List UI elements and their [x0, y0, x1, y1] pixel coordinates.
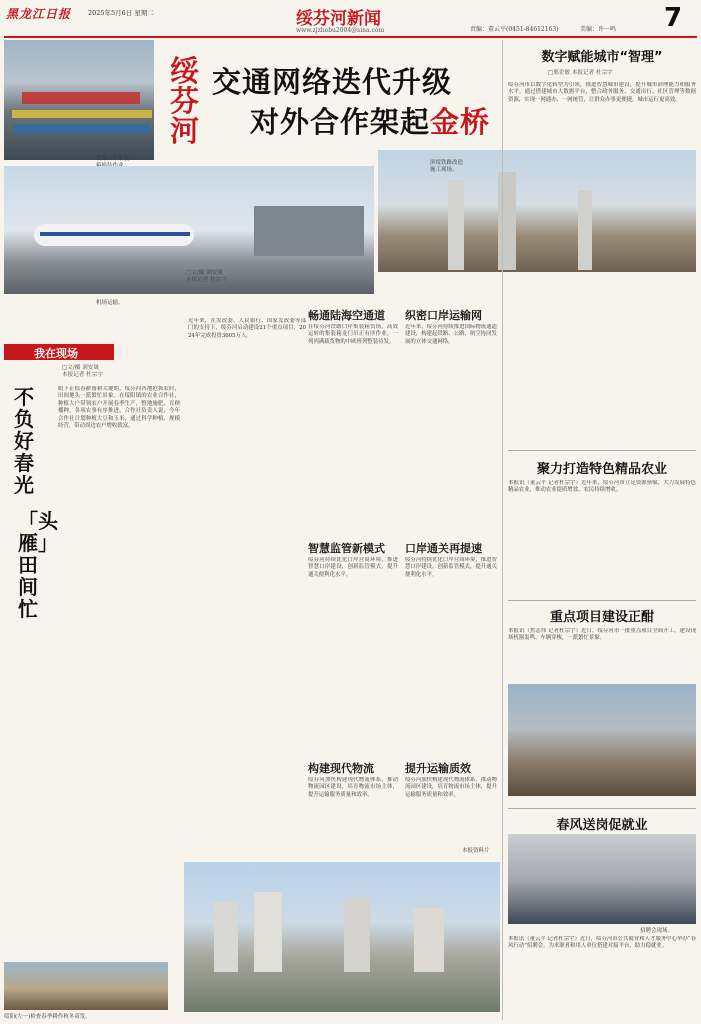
- page-editor: 责编：董云平(0451-84612163): [470, 26, 559, 33]
- headline-line1: 交通网络迭代升级: [212, 65, 453, 99]
- page-number: 7: [664, 3, 683, 33]
- headline-line2-accent: 金桥: [430, 105, 491, 139]
- rail-yard-photo: [4, 40, 154, 160]
- live-section-label: 我在现场: [34, 347, 78, 360]
- subhead-network: 织密口岸运输网: [405, 309, 482, 322]
- headline-line2: [250, 100, 490, 141]
- body-clearance: 绥芬河持续优化口岸营商环境，推进智慧口岸建设，创新监管模式，提升通关便利化水平。: [405, 557, 497, 578]
- agri-title: 聚力打造特色精品农业: [536, 462, 667, 477]
- project-site-photo: [508, 684, 696, 796]
- bridge-photo-caption: 滨绥铁路改造 施工现场。: [430, 160, 464, 173]
- headline-vertical: 绥芬河: [170, 54, 200, 148]
- digital-city-body: 绥芬河市以数字化转型为引领，推进智慧城市建设，提升城市治理能力和服务水平。通过搭建城市大数据平台，整合政务服务、交通出行、社区管理等数据资源，实现一网通办、一网统管，让群众办事更便捷，城市运行更高效。: [508, 82, 696, 103]
- rail-photo-caption: 铁路口岸集装: [96, 156, 130, 162]
- left-feature-title-2: 「头雁」田间忙: [18, 509, 58, 621]
- section-title: 绥芬河新闻: [296, 9, 381, 29]
- newspaper-logo: 黑龙江日报: [6, 7, 72, 21]
- headline-byline: □文/摄 刘安晟 本报记者 杜宗宇: [186, 270, 227, 284]
- subhead-smart: 智慧监管新模式: [308, 542, 385, 555]
- masthead-rule: [4, 36, 697, 38]
- jobfair-photo: [508, 834, 696, 924]
- jobs-rule: [508, 808, 696, 809]
- airport-caption: 机场运输。: [96, 300, 124, 306]
- body-channels: 在绥芬河铁路口岸集装箱货场，高效运转的集装箱龙门吊正有序作业，一列列满载货物的中欧班列整装待发。: [308, 324, 398, 345]
- agri-body: 本报讯（董云平 记者杜宗宇）近年来，绥芬河市立足资源禀赋，大力发展特色精品农业，推动农业提质增效、农民持续增收。: [508, 480, 696, 494]
- city-skyline-photo: [184, 862, 500, 1012]
- subhead-efficiency: 提升运输质效: [405, 762, 471, 775]
- issue-date: 2025年5月6日 星期二: [88, 9, 154, 17]
- projects-title: 重点项目建设正酣: [549, 610, 654, 625]
- page-designer: 美编：许一鸣: [580, 26, 617, 33]
- city-photo-caption: 本报资料片: [462, 848, 490, 854]
- body-network: 近年来，绥芬河持续推进国际物流通道建设，构建起铁路、公路、航空协同发展的立体交通网络。: [405, 324, 497, 345]
- left-byline: □文/摄 刘安晟 本报记者 杜宗宇: [62, 365, 103, 379]
- agri-rule: [508, 450, 696, 451]
- right-divider: [502, 40, 503, 1020]
- projects-rule: [508, 600, 696, 601]
- field-photo: [4, 962, 168, 1010]
- section-url[interactable]: www.zjzhebu2004@sina.com: [296, 27, 385, 34]
- subhead-logistics: 构建现代物流: [308, 762, 374, 775]
- digital-city-title: 数字赋能城市“智理”: [541, 50, 663, 65]
- left-feature-title: 不负好春光: [14, 385, 34, 497]
- headline-line2-main: 对外合作架起: [250, 105, 431, 139]
- field-photo-caption: 绥阳(左一)检查春季耕作秋冬苗发。: [4, 1014, 91, 1020]
- projects-body: 本报讯（焦志伟 记者杜宗宇）近日，绥芬河市一批重点项目全面开工，建设现场机器轰鸣、车辆穿梭，一派繁忙景象。: [508, 628, 696, 642]
- jobs-body: 本报讯（董云平 记者杜宗宇）近日，绥芬河市公共就业和人才服务中心举办“春风行动”招聘会，为求职者和用人单位搭建对接平台，助力稳就业。: [508, 936, 696, 950]
- body-logistics: 绥芬河加快构建现代物流体系，推动物流园区建设，培育物流市场主体，提升运输服务质量和效率。: [308, 777, 398, 798]
- jobfair-caption: 招聘会现场。: [640, 928, 674, 934]
- subhead-clearance: 口岸通关再提速: [405, 542, 482, 555]
- body-efficiency: 绥芬河加快构建现代物流体系，推动物流园区建设，培育物流市场主体，提升运输服务质量和效率。: [405, 777, 497, 798]
- intro-body: 近年来，在发改委、人民银行、国家发改委等部门的支持下，绥芬河启动建设21个重点项目，2024年完成投资3605万人。: [188, 318, 306, 339]
- subhead-channels: 畅通陆海空通道: [308, 309, 385, 322]
- left-feature-body: 眼下正值春耕备耕关键期，绥芬河各地抢抓农时，田间地头一派繁忙景象。在绥阳镇的农业合作社，种植大户带领农户开展春季生产，整地施肥、育秧播种，各项农事有序推进。合作社负责人说，今年合作社计划种植大豆和玉米，通过科学种植、规模经营，带动周边农户增收致富。: [58, 386, 180, 430]
- jobs-title: 春风送岗促就业: [556, 818, 648, 833]
- body-smart: 绥芬河持续优化口岸营商环境，推进智慧口岸建设，创新监管模式，提升通关便利化水平。: [308, 557, 398, 578]
- digital-city-byline: □邢企敏 本报记者 杜宗宇: [548, 70, 613, 76]
